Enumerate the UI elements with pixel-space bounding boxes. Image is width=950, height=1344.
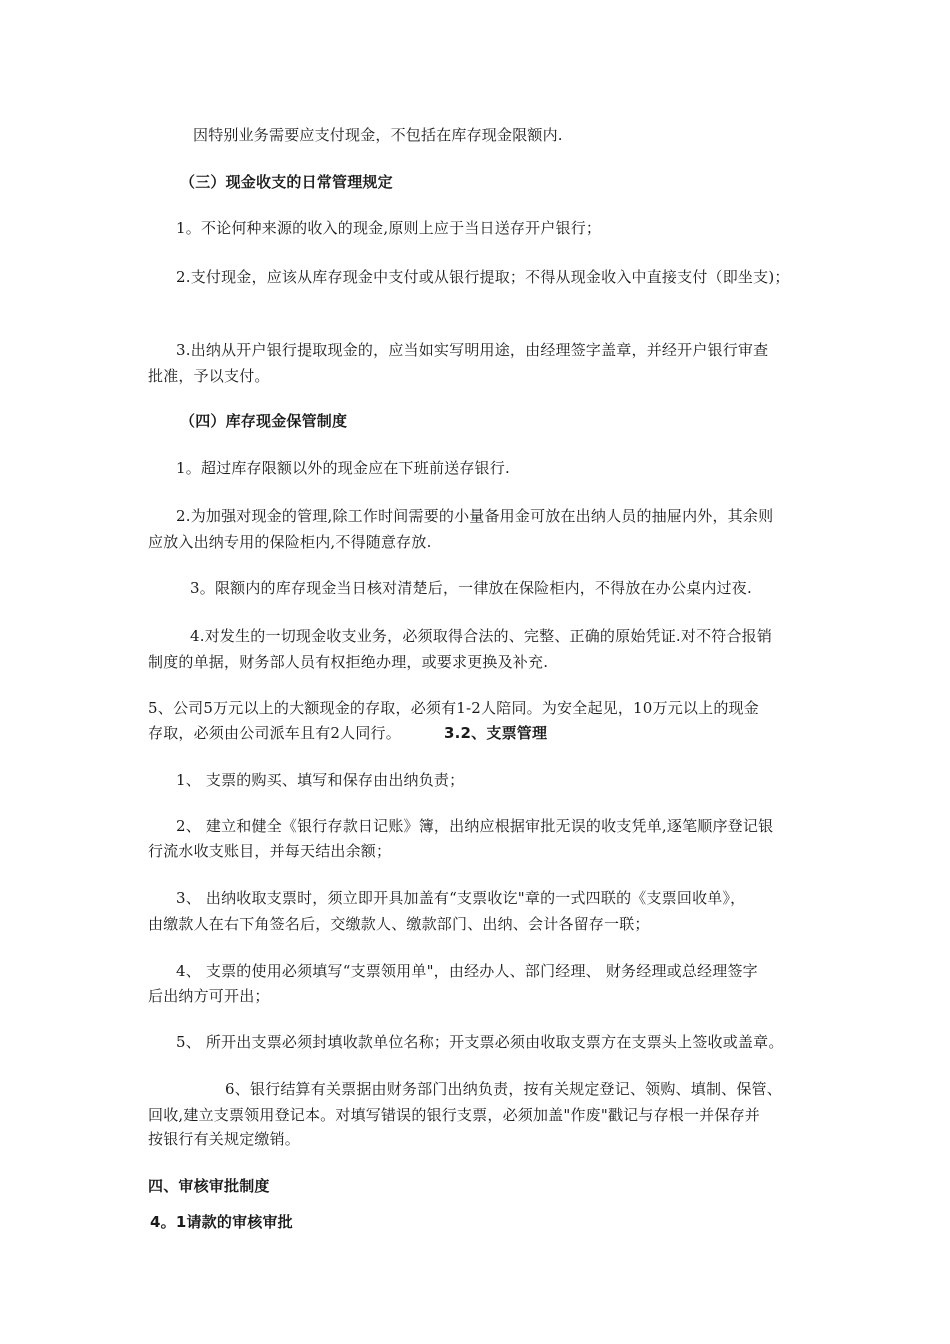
paragraph-line: 4.对发生的一切现金收支业务，必须取得合法的、完整、正确的原始凭证.对不符合报销 xyxy=(190,627,773,645)
paragraph-line: 因特别业务需要应支付现金，不包括在库存现金限额内. xyxy=(193,126,563,144)
paragraph-line: 1、 支票的购买、填写和保存由出纳负责； xyxy=(176,771,465,789)
paragraph-line: 3.出纳从开户银行提取现金的，应当如实写明用途，由经理签字盖章，并经开户银行审查 xyxy=(176,341,769,359)
paragraph-line: 制度的单据，财务部人员有权拒绝办理，或要求更换及补充. xyxy=(148,653,549,671)
paragraph-line: 3。限额内的库存现金当日核对清楚后，一律放在保险柜内，不得放在办公桌内过夜. xyxy=(190,579,752,597)
paragraph-line: 批准，予以支付。 xyxy=(148,367,270,385)
paragraph-line: 1。超过库存限额以外的现金应在下班前送存银行. xyxy=(176,459,510,477)
paragraph-line: 由缴款人在右下角签名后，交缴款人、缴款部门、出纳、会计各留存一联； xyxy=(148,915,650,933)
paragraph-line: 4、 支票的使用必须填写“支票领用单"，由经办人、部门经理、 财务经理或总经理签字 xyxy=(176,962,758,980)
subsection-heading: 4。1请款的审核审批 xyxy=(150,1213,293,1231)
paragraph-line: 2、 建立和健全《银行存款日记账》簿，出纳应根据审批无误的收支凭单,逐笔顺序登记银 xyxy=(176,817,774,835)
section-heading: （四）库存现金保管制度 xyxy=(180,412,348,430)
paragraph-line: 按银行有关规定缴销。 xyxy=(148,1130,301,1148)
paragraph-line: 5、公司5万元以上的大额现金的存取，必须有1-2人陪同。为安全起见，10万元以上的现金 xyxy=(148,699,759,717)
paragraph-line: 1。不论何种来源的收入的现金,原则上应于当日送存开户银行； xyxy=(176,219,602,237)
section-heading: （三）现金收支的日常管理规定 xyxy=(180,173,393,191)
paragraph-line: 2.为加强对现金的管理,除工作时间需要的小量备用金可放在出纳人员的抽屉内外，其余则 xyxy=(176,507,774,525)
chapter-heading: 四、审核审批制度 xyxy=(148,1177,270,1195)
paragraph-line: 应放入出纳专用的保险柜内,不得随意存放. xyxy=(148,533,432,551)
paragraph-line: 6、银行结算有关票据由财务部门出纳负责，按有关规定登记、领购、填制、保管、 xyxy=(225,1080,782,1098)
paragraph-line: 3、 出纳收取支票时，须立即开具加盖有“支票收讫"章的一式四联的《支票回收单》， xyxy=(176,889,746,907)
section-heading: 3.2、支票管理 xyxy=(444,724,548,742)
paragraph-line: 行流水收支账目，并每天结出余额； xyxy=(148,842,392,860)
paragraph-line: 5、 所开出支票必须封填收款单位名称；开支票必须由收取支票方在支票头上签收或盖章。 xyxy=(176,1033,784,1051)
paragraph-line: 存取，必须由公司派车且有2人同行。 xyxy=(148,724,401,742)
paragraph-line: 后出纳方可开出； xyxy=(148,987,270,1005)
paragraph-line: 回收,建立支票领用登记本。对填写错误的银行支票，必须加盖"作废"戳记与存根一并保存并 xyxy=(148,1106,760,1124)
paragraph-line: 2.支付现金，应该从库存现金中支付或从银行提取；不得从现金收入中直接支付（即坐支)； xyxy=(176,268,790,286)
